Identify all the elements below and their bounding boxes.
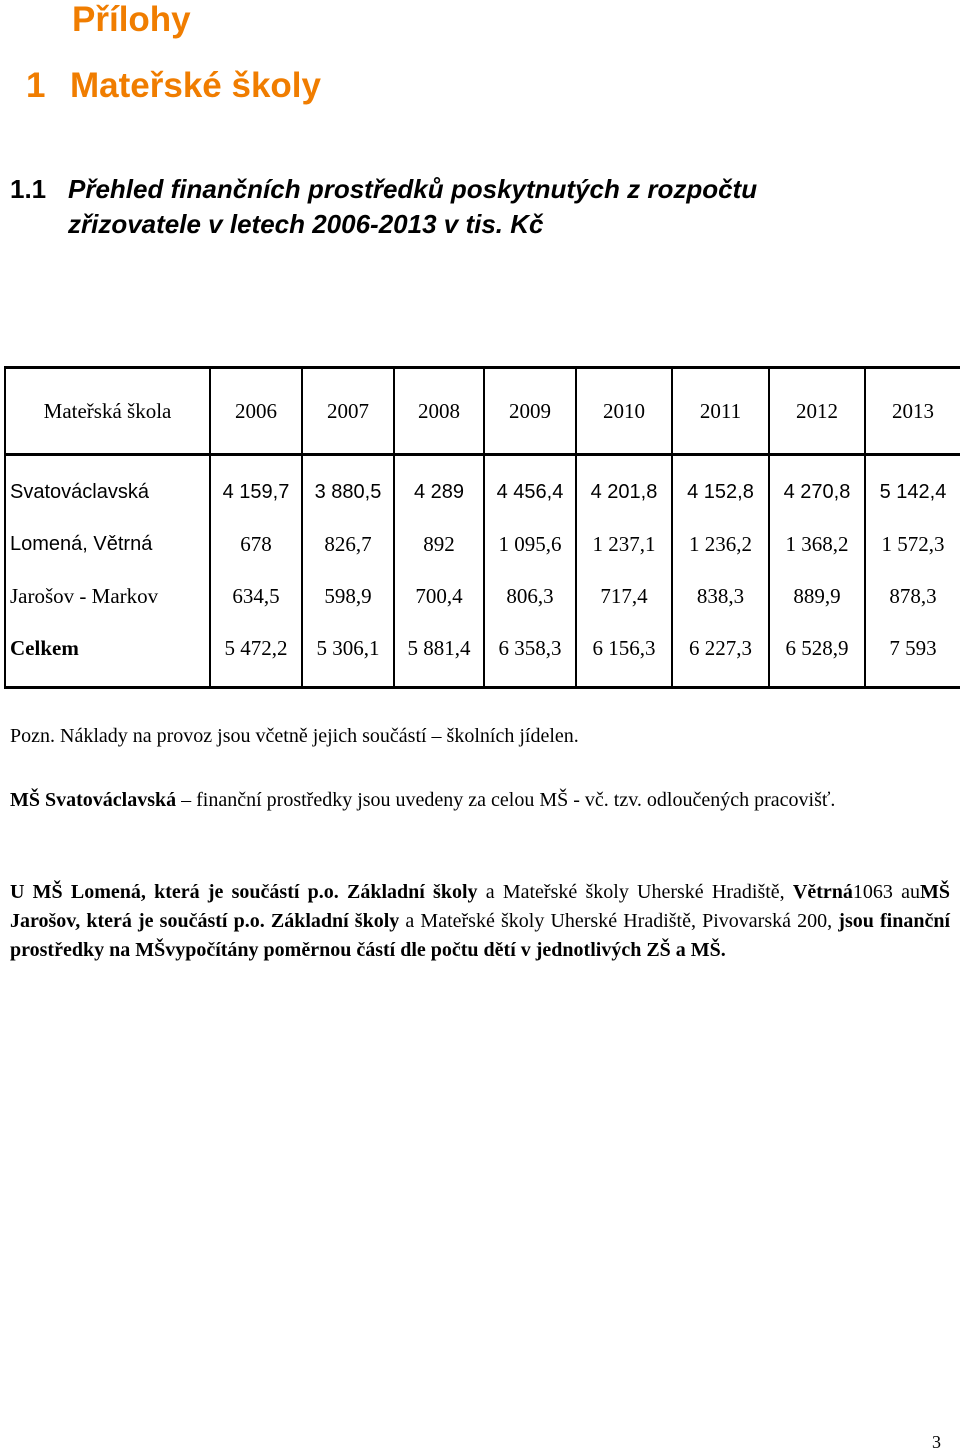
table-cell: 4 159,7 xyxy=(210,455,302,519)
table-cell: 717,4 xyxy=(576,570,672,622)
table-cell: 4 289 xyxy=(394,455,484,519)
funding-table xyxy=(4,366,960,689)
note-text: a Mateřské školy Uherské Hradiště, Pivovarská 200, xyxy=(399,910,839,932)
table-cell: 634,5 xyxy=(210,570,302,622)
note-lomena-jarosov xyxy=(10,878,950,965)
row-label: Svatováclavská xyxy=(5,455,210,519)
subsection-title-line2: zřizovatele v letech 2006-2013 v tis. Kč xyxy=(68,209,544,239)
table-row xyxy=(5,455,960,519)
table-cell: 598,9 xyxy=(302,570,394,622)
note-text: – finanční prostředky jsou uvedeny za celou MŠ - vč. tzv. odloučených pracovišť. xyxy=(176,789,836,811)
note-bold-text: MŠ Svatováclavská xyxy=(10,789,177,811)
table-header-row xyxy=(5,368,960,455)
table-total-row xyxy=(5,622,960,688)
table-cell: 6 156,3 xyxy=(576,622,672,688)
header-cell: 2009 xyxy=(484,368,576,455)
table-cell: 4 152,8 xyxy=(672,455,769,519)
note-text: 1063 au xyxy=(852,881,920,903)
note-text: a Mateřské školy Uherské Hradiště, xyxy=(477,881,793,903)
section-number: 1 xyxy=(26,66,46,105)
header-cell: 2008 xyxy=(394,368,484,455)
header-cell: 2012 xyxy=(769,368,865,455)
table-cell: 678 xyxy=(210,518,302,570)
note-svatovaclavska xyxy=(10,786,950,815)
row-label: Lomená, Větrná xyxy=(5,518,210,570)
table-cell: 889,9 xyxy=(769,570,865,622)
note-bold-text: jsou finanční prostředky na MŠvypočítány poměrnou částí dle počtu dětí v jednotlivých ZŠ a MŠ. xyxy=(10,910,951,961)
table-cell: 6 227,3 xyxy=(672,622,769,688)
table-cell: 4 201,8 xyxy=(576,455,672,519)
header-cell: 2007 xyxy=(302,368,394,455)
table-cell: 1 236,2 xyxy=(672,518,769,570)
table-cell: 700,4 xyxy=(394,570,484,622)
row-label: Jarošov - Markov xyxy=(5,570,210,622)
note-bold-text: U MŠ Lomená, která je součástí p.o. Základní školy xyxy=(10,881,478,903)
header-cell: 2006 xyxy=(210,368,302,455)
table-cell: 4 456,4 xyxy=(484,455,576,519)
table-cell: 5 142,4 xyxy=(865,455,960,519)
header-cell: 2013 xyxy=(865,368,960,455)
table-cell: 7 593 xyxy=(865,622,960,688)
table-cell: 838,3 xyxy=(672,570,769,622)
table-cell: 1 095,6 xyxy=(484,518,576,570)
table-cell: 5 472,2 xyxy=(210,622,302,688)
table-cell: 806,3 xyxy=(484,570,576,622)
table-cell: 6 528,9 xyxy=(769,622,865,688)
table-cell: 4 270,8 xyxy=(769,455,865,519)
page-number: 3 xyxy=(932,1432,941,1452)
table-cell: 5 881,4 xyxy=(394,622,484,688)
note-bold-text: Větrná xyxy=(792,881,853,903)
note-bold-text: MŠ Jarošov, která je součástí p.o. Základní školy xyxy=(10,881,950,932)
table-cell: 892 xyxy=(394,518,484,570)
header-cell: Mateřská škola xyxy=(5,368,210,455)
note-pozn: Pozn. Náklady na provoz jsou včetně jejich součástí – školních jídelen. xyxy=(10,725,579,747)
table-cell: 1 572,3 xyxy=(865,518,960,570)
table-cell: 878,3 xyxy=(865,570,960,622)
page-title: Přílohy xyxy=(72,0,191,39)
table-cell: 1 368,2 xyxy=(769,518,865,570)
header-cell: 2010 xyxy=(576,368,672,455)
table-cell: 3 880,5 xyxy=(302,455,394,519)
table-row xyxy=(5,518,960,570)
subsection-number: 1.1 xyxy=(10,174,47,204)
table-cell: 5 306,1 xyxy=(302,622,394,688)
table-cell: 6 358,3 xyxy=(484,622,576,688)
section-title: Mateřské školy xyxy=(70,66,321,105)
row-label: Celkem xyxy=(5,622,210,688)
subsection-heading xyxy=(10,172,910,242)
table-row xyxy=(5,570,960,622)
table-cell: 826,7 xyxy=(302,518,394,570)
table-cell: 1 237,1 xyxy=(576,518,672,570)
header-cell: 2011 xyxy=(672,368,769,455)
section-heading xyxy=(26,66,321,106)
subsection-title-line1: Přehled finančních prostředků poskytnutých z rozpočtu xyxy=(68,174,758,204)
